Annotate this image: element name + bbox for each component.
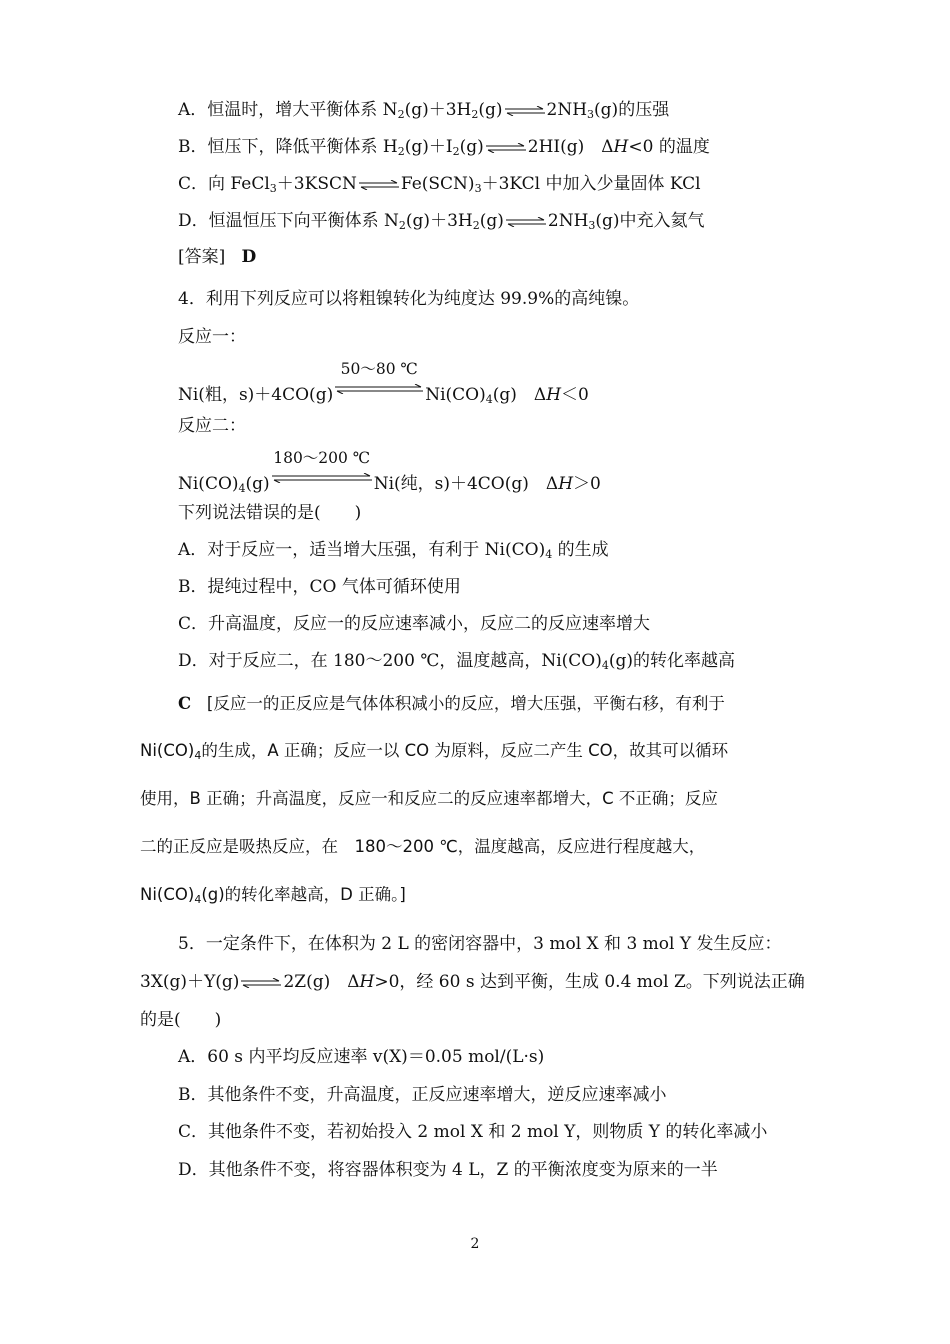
q5-stem-line2: 3X(g)＋Y(g) 2Z(g) ΔH>0，经 60 s 达到平衡，生成 0.4 mol Z。下列说法正确 [140,972,805,992]
q4-question: 下列说法错误的是( ) [178,503,362,523]
q5-option-c: C．其他条件不变，若初始投入 2 mol X 和 2 mol Y，则物质 Y 的转化率减小 [178,1122,768,1142]
equilibrium-arrow-with-condition: 180～200 ℃ [272,467,372,489]
q4-solution-line4: 二的正反应是吸热反应，在 180～200 ℃，温度越高，反应进行程度越大， [140,837,706,856]
q4-stem: 4．利用下列反应可以将粗镍转化为纯度达 99.9%的高纯镍。 [178,289,640,309]
equilibrium-arrow-icon [241,978,281,988]
equilibrium-arrow-icon [486,143,526,153]
q3-option-d: D．恒温恒压下向平衡体系 $N_2(g)+3H_2(g)$ $2NH_3(g)$中充入氦气 [178,211,705,232]
page-number: 2 [470,1236,480,1252]
q4-solution-line5: $Ni(CO)_4(g)$的转化率越高，D 正确。] [140,885,406,906]
q4-option-c: C．升高温度，反应一的反应速率减小，反应二的反应速率增大 [178,614,651,634]
equilibrium-arrow-icon [505,106,545,116]
q4-solution-line3: 使用，B 正确；升高温度，反应一和反应二的反应速率都增大，C 不正确；反应 [140,789,718,808]
q5-option-b: B．其他条件不变，升高温度，正反应速率增大，逆反应速率减小 [178,1085,667,1105]
equilibrium-arrow-with-condition: 50～80 ℃ [335,378,423,400]
q4-option-b: B．提纯过程中，CO 气体可循环使用 [178,577,461,597]
equilibrium-arrow-icon [359,180,399,190]
q5-option-a: A．60 s 内平均反应速率 v(X)＝0.05 mol/(L·s) [178,1047,545,1067]
q3-answer: [答案] D [178,247,257,267]
q4-reaction2: $Ni(CO)_4(g)$ 180～200 ℃ Ni(纯，s)＋4CO(g) ΔH＞0 [178,449,601,495]
q5-option-d: D．其他条件不变，将容器体积变为 4 L，Z 的平衡浓度变为原来的一半 [178,1160,718,1180]
q4-solution-answer: C [178,694,192,713]
q4-reaction2-title: 反应二： [178,416,246,436]
q4-solution-line2: $Ni(CO)_4$的生成，A 正确；反应一以 CO 为原料，反应二产生 CO，故其可以循环 [140,741,729,762]
q4-reaction1-title: 反应一： [178,327,246,347]
q4-option-a: A．对于反应一，适当增大压强，有利于 $Ni(CO)_4$ 的生成 [178,540,609,561]
q5-stem-line1: 5．一定条件下，在体积为 2 L 的密闭容器中，3 mol X 和 3 mol Y 发生反应： [178,934,782,954]
q3-option-b: B．恒压下，降低平衡体系 $H_2(g)+I_2(g)$ 2HI(g) ΔH<0 的温度 [178,137,710,158]
q4-option-d: D．对于反应二，在 180～200 ℃，温度越高，$Ni(CO)_4(g)$的转化率越高 [178,651,736,672]
q4-solution-line1: C [反应一的正反应是气体体积减小的反应，增大压强，平衡右移，有利于 [178,694,725,713]
equilibrium-arrow-icon [506,217,546,227]
q3-option-c: C．向 FeCl$_3$＋3KSCN $Fe(SCN)_3+3KCl$ 中加入少量固体 KCl [178,174,701,195]
q4-reaction1: Ni(粗，s)＋4CO(g) 50～80 ℃ $Ni(CO)_4(g)$ ΔH＜0 [178,360,589,406]
q3-option-a: A．恒温时，增大平衡体系 $N_2(g)+3H_2(g)$ $2NH_3(g)$的压强 [178,100,670,121]
q5-stem-line3: 的是( ) [140,1010,222,1030]
